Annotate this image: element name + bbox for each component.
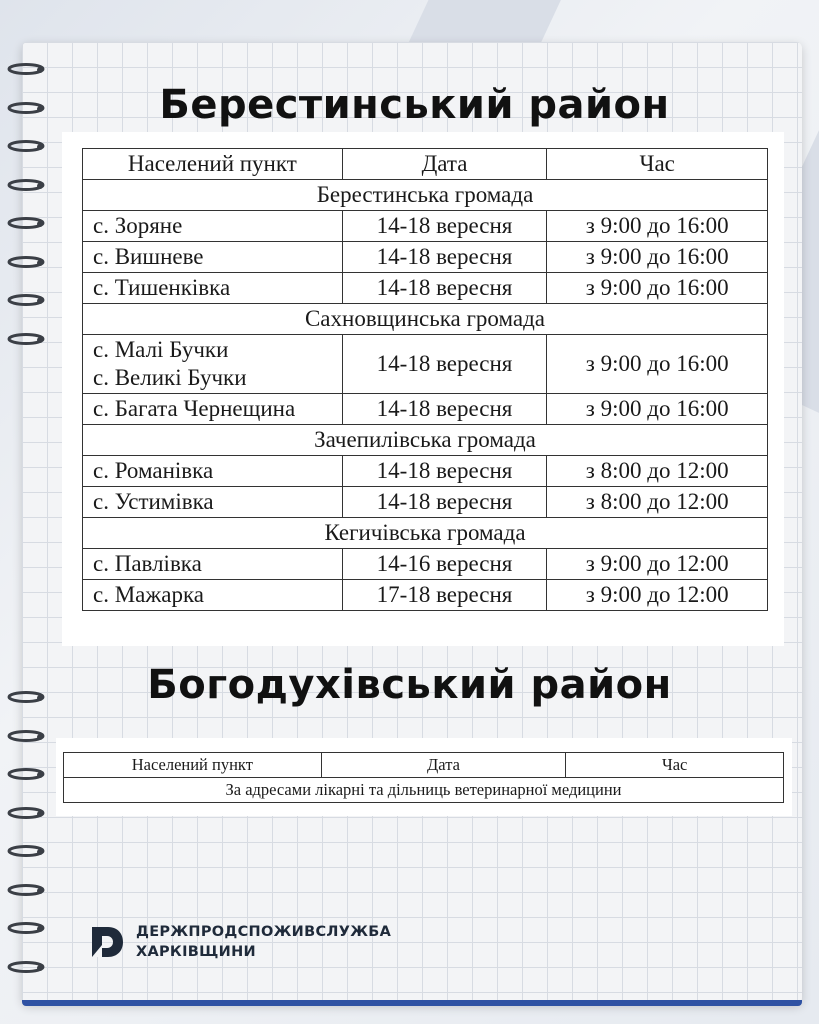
spiral-ring <box>6 255 46 269</box>
table-row <box>83 456 768 487</box>
header-place: Населений пункт <box>64 753 322 778</box>
group-name: Сахновщинська громада <box>83 304 768 335</box>
notebook-edge <box>22 1000 802 1006</box>
time-cell: з 8:00 до 12:00 <box>547 487 768 518</box>
spiral-ring <box>6 293 46 307</box>
date-cell: 14-18 вересня <box>342 487 547 518</box>
place-cell: с. Павлівка <box>83 549 343 580</box>
group-name: Берестинська громада <box>83 180 768 211</box>
time-cell: з 9:00 до 12:00 <box>547 580 768 611</box>
time-cell: з 8:00 до 12:00 <box>547 456 768 487</box>
spiral-ring <box>6 729 46 743</box>
date-cell: 17-18 вересня <box>342 580 547 611</box>
header-date: Дата <box>342 149 547 180</box>
date-cell: 14-18 вересня <box>342 335 547 394</box>
group-row <box>83 304 768 335</box>
note-cell: За адресами лікарні та дільниць ветеринарної медицини <box>64 778 784 803</box>
section1-title: Берестинський район <box>159 82 670 128</box>
place-cell: с. Устимівка <box>83 487 343 518</box>
group-row <box>83 518 768 549</box>
group-row <box>83 425 768 456</box>
spiral-ring <box>6 960 46 974</box>
spiral-ring <box>6 62 46 76</box>
spiral-ring <box>6 883 46 897</box>
logo-text <box>136 922 391 962</box>
header-time: Час <box>547 149 768 180</box>
table-row <box>83 242 768 273</box>
spiral-ring <box>6 921 46 935</box>
date-cell: 14-18 вересня <box>342 394 547 425</box>
section2-table-card <box>56 738 792 816</box>
date-cell: 14-18 вересня <box>342 242 547 273</box>
spiral-ring <box>6 332 46 346</box>
place-cell: с. Вишневе <box>83 242 343 273</box>
table-row <box>83 211 768 242</box>
table-row <box>64 778 784 803</box>
group-row <box>83 180 768 211</box>
logo-mark-icon <box>88 923 126 961</box>
section1-table-card <box>62 132 784 646</box>
spiral-ring <box>6 844 46 858</box>
date-cell: 14-18 вересня <box>342 211 547 242</box>
spiral-ring <box>6 216 46 230</box>
place-cell: с. Зоряне <box>83 211 343 242</box>
time-cell: з 9:00 до 16:00 <box>547 335 768 394</box>
section1-table <box>82 148 768 611</box>
time-cell: з 9:00 до 12:00 <box>547 549 768 580</box>
header-time: Час <box>566 753 784 778</box>
date-cell: 14-16 вересня <box>342 549 547 580</box>
time-cell: з 9:00 до 16:00 <box>547 394 768 425</box>
place-cell: с. Багата Чернещина <box>83 394 343 425</box>
table-row <box>83 580 768 611</box>
table-header-row <box>83 149 768 180</box>
place-cell <box>83 335 343 394</box>
spiral-ring <box>6 178 46 192</box>
date-cell: 14-18 вересня <box>342 456 547 487</box>
table-row <box>83 335 768 394</box>
place-line: с. Малі Бучки <box>93 337 229 362</box>
table-row <box>83 394 768 425</box>
table-header-row <box>64 753 784 778</box>
header-place: Населений пункт <box>83 149 343 180</box>
header-date: Дата <box>321 753 566 778</box>
time-cell: з 9:00 до 16:00 <box>547 211 768 242</box>
place-cell: с. Тишенківка <box>83 273 343 304</box>
group-name: Зачепилівська громада <box>83 425 768 456</box>
section2-title: Богодухівський район <box>147 662 672 708</box>
time-cell: з 9:00 до 16:00 <box>547 242 768 273</box>
spiral-ring <box>6 690 46 704</box>
date-cell: 14-18 вересня <box>342 273 547 304</box>
spiral-ring <box>6 101 46 115</box>
table-row <box>83 487 768 518</box>
logo-line1: ДЕРЖПРОДСПОЖИВСЛУЖБА <box>136 924 392 940</box>
place-line: с. Великі Бучки <box>93 365 247 390</box>
table-row <box>83 273 768 304</box>
place-cell: с. Мажарка <box>83 580 343 611</box>
group-name: Кегичівська громада <box>83 518 768 549</box>
spiral-ring <box>6 806 46 820</box>
spiral-ring <box>6 139 46 153</box>
organization-logo <box>88 922 391 962</box>
time-cell: з 9:00 до 16:00 <box>547 273 768 304</box>
spiral-ring <box>6 767 46 781</box>
logo-line2: ХАРКІВЩИНИ <box>136 944 256 960</box>
place-cell: с. Романівка <box>83 456 343 487</box>
section2-table <box>63 752 784 803</box>
table-row <box>83 549 768 580</box>
